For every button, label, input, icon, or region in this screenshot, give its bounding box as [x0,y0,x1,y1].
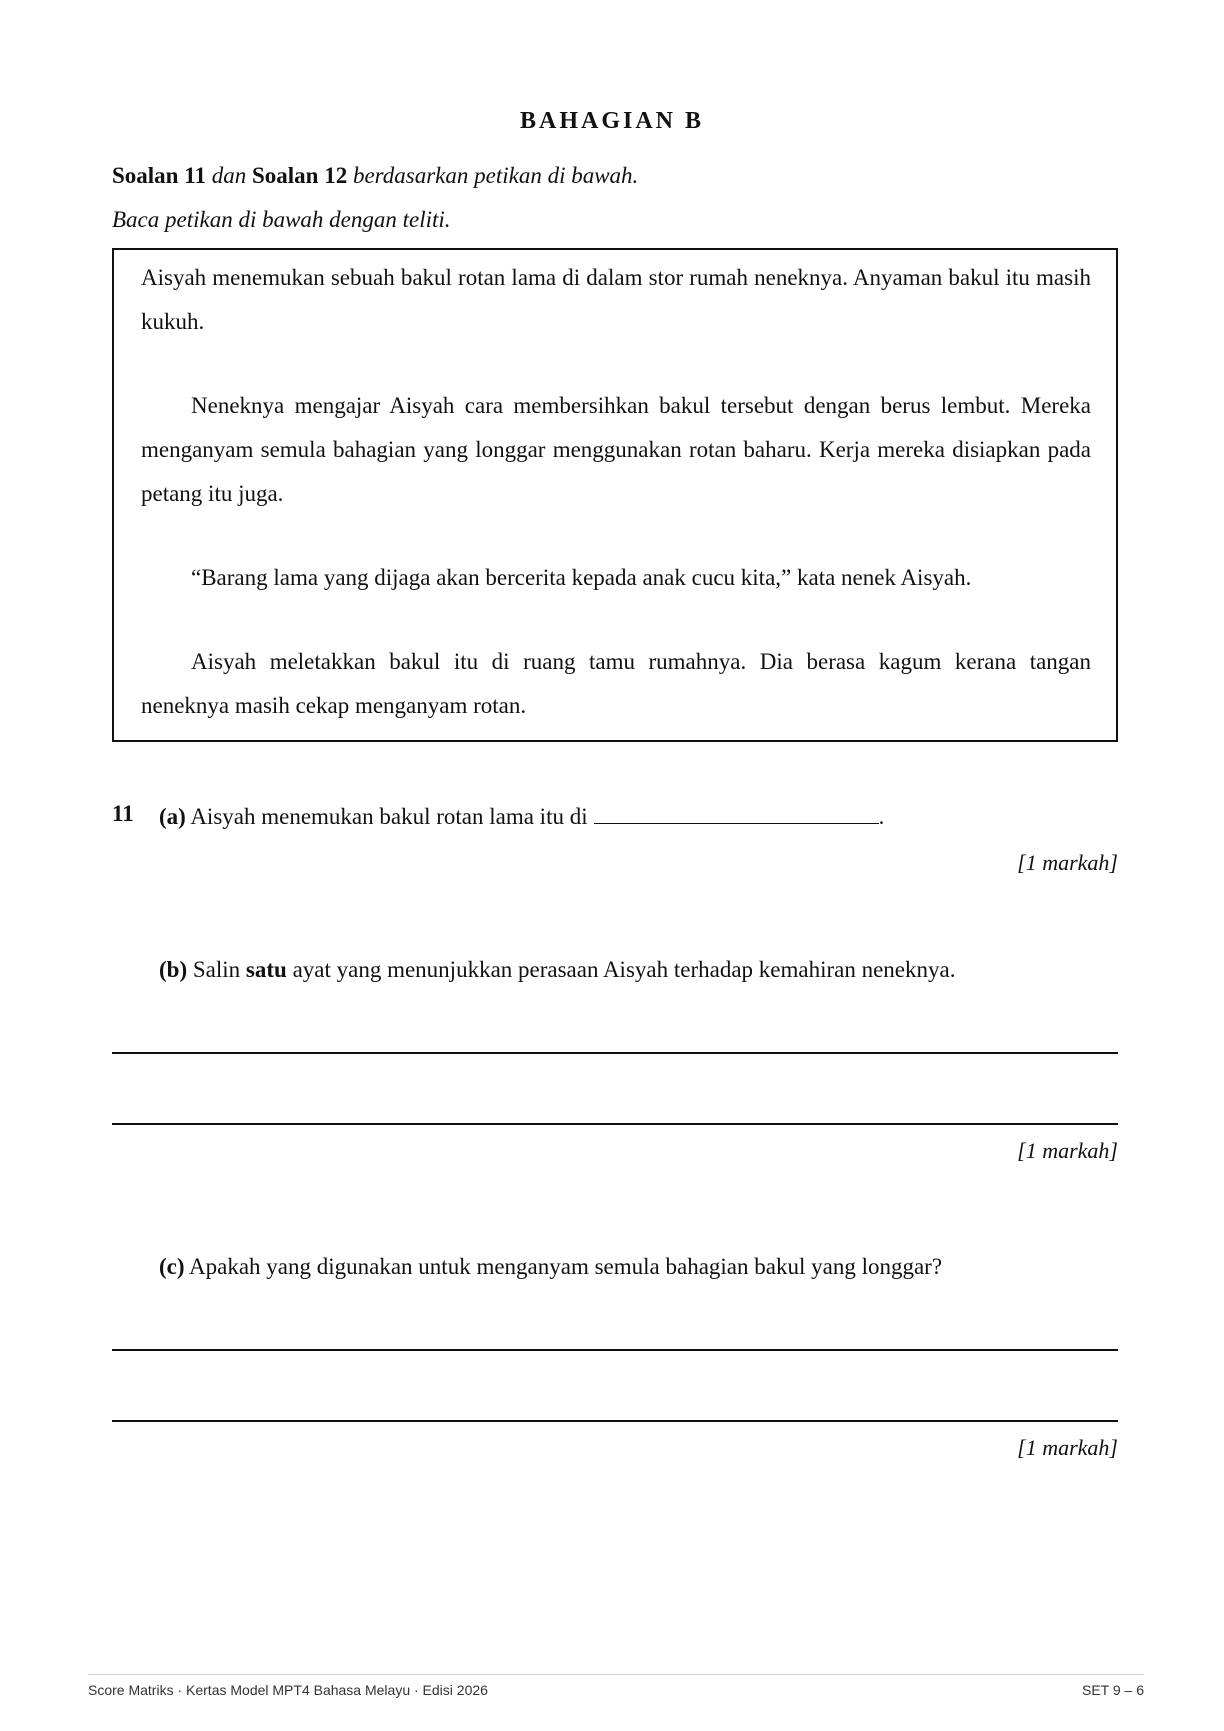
answer-line-b-2[interactable] [112,1123,1118,1125]
answer-line-c-2[interactable] [112,1420,1118,1422]
footer-page-number: SET 9 – 6 [1081,1682,1144,1698]
instruction-dan: dan [205,163,252,188]
passage-box [112,248,1118,742]
question-a-label: (a) [159,804,186,829]
instruction-tail: berdasarkan petikan di bawah. [347,163,639,188]
question-number: 11 [112,801,134,826]
instruction-line-1 [112,163,638,189]
mark-b: [1 markah] [1017,1138,1118,1163]
passage-paragraph-1: Aisyah menemukan sebuah bakul rotan lama di dalam stor rumah neneknya. Anyaman bakul itu masih kukuh. [141,265,1091,334]
footer-divider [88,1674,1144,1675]
answer-blank-a[interactable] [594,801,879,824]
question-c [159,1254,942,1280]
question-c-text: Apakah yang digunakan untuk menganyam semula bahagian bakul yang longgar? [189,1254,943,1279]
passage-paragraph-3: “Barang lama yang dijaga akan bercerita kepada anak cucu kita,” kata nenek Aisyah. [191,565,972,590]
mark-a: [1 markah] [1017,850,1118,875]
question-b-text-2: ayat yang menunjukkan perasaan Aisyah terhadap kemahiran neneknya. [286,957,956,982]
question-a-text: Aisyah menemukan bakul rotan lama itu di [190,804,588,829]
footer-left: Score Matriks · Kertas Model MPT4 Bahasa Melayu · Edisi 2026 [88,1682,488,1698]
question-a-end: . [878,804,885,829]
mark-c: [1 markah] [1017,1435,1118,1460]
question-c-label: (c) [159,1254,185,1279]
question-b-label: (b) [159,957,188,982]
question-b-text-1: Salin [192,957,246,982]
answer-line-b-1[interactable] [112,1052,1118,1054]
passage-paragraph-4: Aisyah meletakkan bakul itu di ruang tamu rumahnya. Dia berasa kagum kerana tangan neneknya masih cekap menganyam rotan. [141,649,1091,718]
instruction-line-2 [112,207,451,233]
instruction-read: Baca petikan di bawah dengan teliti. [112,207,451,232]
answer-line-c-1[interactable] [112,1349,1118,1351]
instruction-soalan-12: Soalan 12 [251,163,348,188]
section-title: BAHAGIAN B [519,108,705,134]
question-b [159,957,955,983]
instruction-soalan-11: Soalan 11 [112,163,206,188]
question-a [159,801,884,830]
question-b-bold: satu [245,957,287,982]
passage-paragraph-2: Neneknya mengajar Aisyah cara membersihkan bakul tersebut dengan berus lembut. Mereka menganyam semula bahagian yang longgar menggunakan rotan baharu. Kerja mereka disiapkan pada petang itu juga. [141,393,1091,506]
